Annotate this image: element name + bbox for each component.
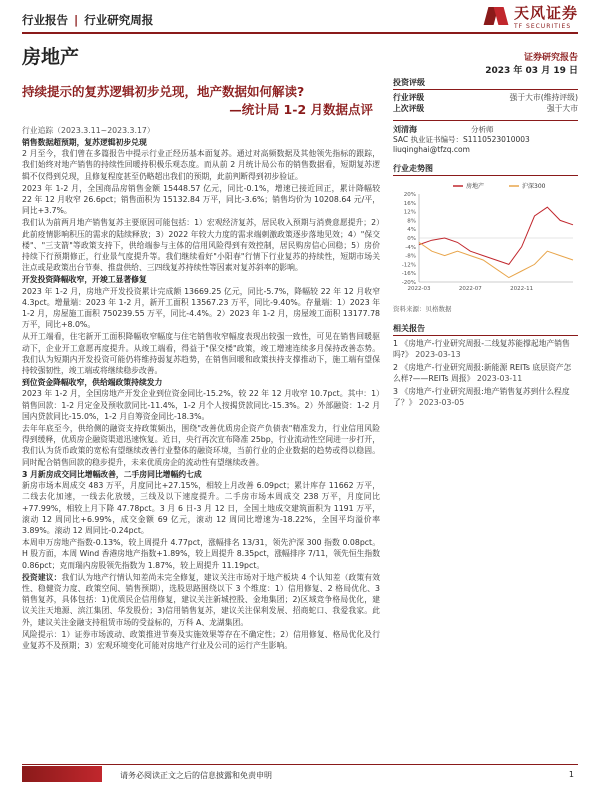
paragraph: 2023 年 1-2 月，全国商品房销售金额 15448.57 亿元，同比-0.1%，增速已接近回正，累计降幅较 22 年 12 月收窄 26.6pct；销售面积为 15132.84 万平，同比-3.6%；销售均价为 10208.64 元/平，同比+3.7%。 [22, 183, 380, 216]
header-breadcrumb [22, 12, 153, 28]
trend-chart-section [393, 163, 578, 313]
related-heading: 相关报告 [393, 323, 578, 336]
y-tick-label: 20% [403, 192, 416, 198]
footer-divider [22, 764, 578, 765]
y-tick-label: 8% [407, 218, 416, 225]
prev-rating-label: 上次评级 [393, 104, 425, 113]
y-tick-label: -4% [405, 244, 416, 251]
analyst-block [393, 120, 578, 155]
paragraph: 本周申万房地产指数-0.13%，较上周提升 4.77pct，涨幅排名 13/31，领先沪深 300 指数 0.08pct。H 股方面，本周 Wind 香港房地产指数+1.89%，较上周提升 8.35pct，涨幅排序 7/11，领先恒生指数 0.86pct；克而瑞内房股领先指数为 1.87%，较上周提升 11.19pct。 [22, 538, 381, 570]
sidebar [393, 77, 578, 410]
paragraph: 我们认为前两月地产销售复苏主要原因可能包括：1）宏观经济复苏，居民收入预期与消费意愿提升；2）此前疫情影响积压的需求的陆续释放；3）2022 年较大力度的需求端刺激政策逐步落地见效；4）"保交楼"、"三支箭"等政策支持下，供给端参与主体的信用风险得到有效控制，居民购房信心回稳；5）房价持续下行预期修正，行业景气度提升等。我们继续看好"小阳春"行情下行业复苏的持续性，短期市场关注点或是政策出台节奏、推盘供给、三四线复苏持续性等因素对复苏斜率的影响。 [22, 218, 380, 273]
analyst-name: 刘清海 [393, 125, 417, 134]
x-tick-label: 2022-11 [510, 286, 534, 292]
paragraph: 去年年底至今，供给侧的融资支持政策频出，围绕"改善优质房企资产负债表"精准发力，行业信用风险得到缓释，优质房企融资渠道迅速恢复。近日，央行再次宣布降准 25bp，行业流动性空间进一步打开，我们认为货币政策的宽松有望继续改善行业整体的融资环境，当前行业的企业数据的趋势或得以稳固。同时配合销售回款的稳步提升，未来优质房企的流动性有望继续改善。 [22, 424, 380, 467]
analyst-role: 分析师 [471, 125, 494, 134]
rating-heading: 投资评级 [393, 77, 578, 90]
y-tick-label: 0% [407, 236, 416, 242]
logo-icon [484, 3, 510, 29]
header-category: 行业报告 [22, 13, 68, 27]
paragraph: 从开工端看，住宅新开工面积降幅收窄幅度与住宅销售收窄幅度表现出较强一致性，可见在销售回暖驱动下，企业开工意愿再度提升。从竣工端看，得益于"保交楼"政策，竣工增速连续多月保持改善态势。我们认为短期内开发投资可能仍将维持弱复苏趋势，在销售回暖和政策扶持支撑推动下，施工端有望保持较强韧性，竣工端或将继续稳步改善。 [22, 332, 380, 376]
prev-rating-value: 强于大市 [546, 104, 578, 113]
legend-label: 沪深300 [522, 183, 546, 190]
footer [0, 764, 600, 782]
header-divider [22, 32, 578, 34]
rating-value: 强于大市(维持评级) [509, 93, 578, 102]
footer-disclaimer: 请务必阅读正文之后的信息披露和免责申明 [120, 771, 272, 780]
company-logo [484, 2, 578, 30]
industry-title: 房地产 [22, 46, 80, 68]
logo-english: TF SECURITIES [513, 23, 572, 30]
page-number: 1 [568, 770, 574, 779]
related-report-date: 2023-03-13 [415, 350, 461, 359]
related-report-date: 2023-03-11 [476, 374, 523, 383]
paragraph: 2023 年 1-2 月，全国房地产开发企业到位资金同比-15.2%，较 22 年 12 月收窄 10.7pct。其中：1）销售回款：1-2 月定金及预收款同比-11.4%，1-2 月个人按揭贷款同比-15.3%。2）外部融资：1-2 月国内贷款同比-15.0%，1-2 月自筹资金同比-18.3%。 [22, 389, 380, 421]
paragraph: 2023 年 1-2 月，房地产开发投资累计完成额 13669.25 亿元，同比-5.7%，降幅较 22 年 12 月收窄 4.3pct。增量端：2023 年 1-2 月，新开工面积 13567.23 万平，同比-9.40%。存量端：1）2023 年 1-2 月，房屋施工面积 750239.55 万平，同比-4.4%。2）2023 年 1-2 月，房屋竣工面积 13177.78 万平，同比+8.0%。 [22, 286, 380, 330]
related-report-item[interactable] [393, 386, 578, 408]
paragraph: 2 月至今，我们曾在多篇报告中提示行业正经历基本面复苏。通过对高频数据及其他领先指标的跟踪，我们始终对地产销售的持续性回暖持积极乐观态度。而从前 2 月统计局公布的销售数据看，短期复苏逻辑不仅得到兑现，且修复程度甚至仍略超出我们的预期，此前判断得到初步验证。 [22, 149, 380, 181]
series-line-property [419, 207, 573, 264]
report-type: 证券研究报告 [523, 53, 578, 63]
chart-svg [393, 180, 578, 300]
y-tick-label: 4% [407, 227, 416, 234]
y-tick-label: -16% [401, 271, 416, 278]
analyst-sac: SAC 执业证书编号：S1110523010003 [393, 135, 530, 144]
trend-chart [393, 180, 578, 300]
analyst-email[interactable]: liuqinghai@tfzq.com [393, 145, 470, 154]
y-tick-label: -20% [401, 280, 416, 286]
y-tick-label: -8% [405, 253, 416, 260]
related-report-title[interactable]: 3 《房地产-行业研究周报:地产销售复苏到什么程度了？》 [393, 387, 570, 407]
report-subtitle: —统计局 1-2 月数据点评 [229, 102, 373, 117]
report-title: 持续提示的复苏逻辑初步兑现，地产数据如何解读? [22, 84, 305, 99]
x-tick-label: 2022-03 [407, 286, 431, 292]
section-heading: 开发投资降幅收窄，开竣工显著修复 [22, 275, 147, 285]
related-report-date: 2023-03-05 [418, 398, 465, 407]
chart-source: 资料来源：贝格数据 [393, 305, 452, 313]
rating-label: 行业评级 [393, 93, 425, 102]
paragraph: 新房市场本周成交 483 万平，月度同比+27.15%，相较上月改善 6.09pct；累计库存 11662 万平，二线去化加速，一线去化放缓，三线及以下速度提升。二手房市场本周成交 238 万平，月度同比+77.99%，相较上月下降 47.78pct。3 月 6 日-3 月 12 日，全国土地成交建筑面积为 1191 万平，滚动 12 周同比+6.99%，成交金额 69 亿元，滚动 12 周同比增速为-18.22%，全国平均溢价率 3.89%。滚动 12 周同比-0.24pct。 [22, 481, 380, 535]
y-tick-label: 16% [403, 200, 416, 207]
x-tick-label: 2022-07 [458, 286, 482, 292]
y-tick-label: -12% [401, 262, 416, 269]
y-tick-label: 12% [403, 209, 416, 216]
footer-marker [22, 766, 102, 782]
chart-heading: 行业走势图 [393, 163, 578, 176]
related-report-title[interactable]: 2 《房地产-行业研究周报:新能源 REITs 底层资产怎么样?——REITs 周报》 [393, 363, 572, 383]
header-series: 行业研究周报 [84, 13, 154, 27]
section-heading: 到位资金降幅收窄，供给端政策持续发力 [22, 378, 163, 388]
section-heading: 3 月新房成交同比增幅改善，二手房同比增幅约七成 [22, 469, 202, 479]
related-report-title[interactable]: 1 《房地产-行业研究周报-二线复苏能撑起地产销售吗?》 [393, 339, 570, 359]
paragraph-text: 我们认为地产行情认知差尚未完全修复，建议关注市场对于地产板块 4 个认知差（政策有效性、稳健资力度、政策空间、销售预期），选股思路围绕以下 3 个维度：1）信用修复、2 格局优化、3 销售复苏，具体包括：1)优质民企信用修复，建议关注新城控股、金地集团；2)区域竞争格局优化，建议关注天地源、滨江集团、华发股份；3)信用销售复苏，建议关注保利发展、招商蛇口、我爱我家。此外，建议关注金融支持租赁市场的受益标的，万科 A、龙湖集团。 [22, 572, 380, 627]
prev-rating-row [393, 103, 578, 114]
section-heading: 投资建议： [22, 572, 62, 582]
legend-label: 房地产 [466, 183, 485, 190]
related-reports [393, 323, 578, 408]
risk-warning: 风险提示：1）证券市场波动、政策推进节奏及实施效果等存在不确定性；2）信用修复、格局优化及行业复苏不及预期；3）宏观环境变化可能对房地产行业及公司的运行产生影响。 [22, 629, 380, 650]
report-date: 2023 年 03 月 19 日 [485, 66, 578, 76]
related-report-item[interactable] [393, 362, 578, 384]
related-report-item[interactable] [393, 338, 578, 360]
tracking-period: 行业追踪（2023.3.11~2023.3.17） [22, 126, 155, 135]
header-separator: | [74, 13, 79, 27]
main-body [22, 125, 380, 652]
paragraph [22, 572, 380, 628]
section-heading: 销售数据超预期，复苏逻辑初步兑现 [22, 138, 147, 147]
logo-name: 天风证券 [513, 4, 578, 22]
rating-row [393, 92, 578, 103]
